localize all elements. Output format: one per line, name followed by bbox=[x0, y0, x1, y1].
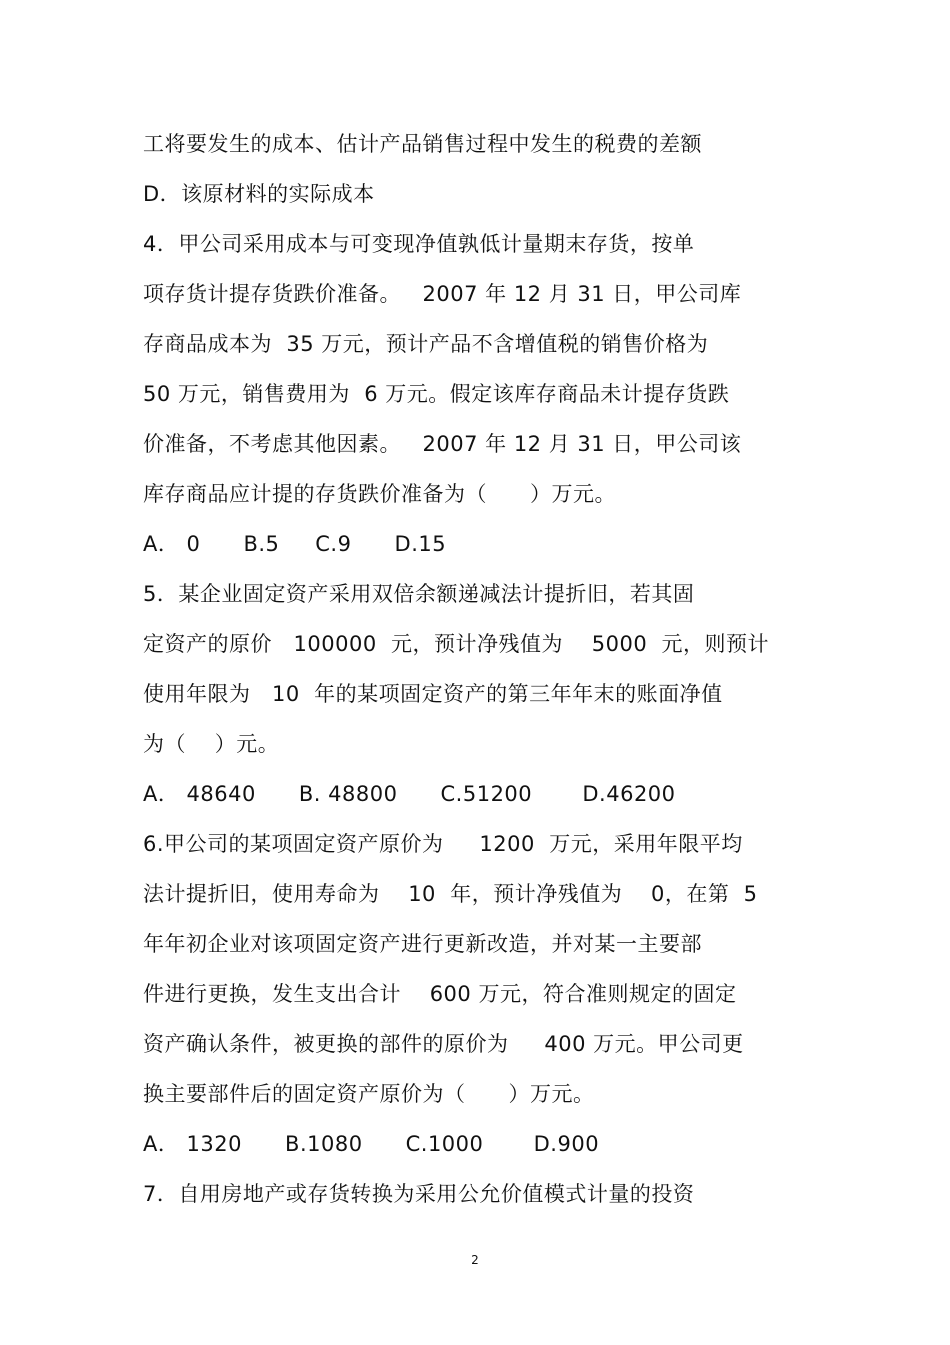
text-line: 工将要发生的成本、估计产品销售过程中发生的税费的差额 bbox=[143, 132, 702, 156]
text-line: 换主要部件后的固定资产原价为（ ）万元。 bbox=[143, 1082, 595, 1106]
text-line: 年年初企业对该项固定资产进行更新改造，并对某一主要部 bbox=[143, 932, 702, 956]
question-5-line: 5．某企业固定资产采用双倍余额递减法计提折旧，若其固 bbox=[143, 582, 695, 606]
text-line: 50 万元，销售费用为 6 万元。假定该库存商品未计提存货跌 bbox=[143, 382, 730, 406]
question-6-line: 6.甲公司的某项固定资产原价为 1200 万元，采用年限平均 bbox=[143, 832, 743, 856]
page-number: 2 bbox=[471, 1253, 479, 1267]
answer-options-5: A． 48640 B. 48800 C.51200 D.46200 bbox=[143, 782, 676, 806]
text-line: 使用年限为 10 年的某项固定资产的第三年年末的账面净值 bbox=[143, 682, 723, 706]
question-4-line: 4．甲公司采用成本与可变现净值孰低计量期末存货，按单 bbox=[143, 232, 695, 256]
text-line: 件进行更换，发生支出合计 600 万元，符合准则规定的固定 bbox=[143, 982, 737, 1006]
text-line: 定资产的原价 100000 元，预计净残值为 5000 元，则预计 bbox=[143, 632, 770, 656]
question-7-line: 7．自用房地产或存货转换为采用公允价值模式计量的投资 bbox=[143, 1182, 695, 1206]
text-line: 资产确认条件，被更换的部件的原价为 400 万元。甲公司更 bbox=[143, 1032, 744, 1056]
text-line: 法计提折旧，使用寿命为 10 年，预计净残值为 0，在第 5 bbox=[143, 882, 758, 906]
text-line: 价准备，不考虑其他因素。 2007 年 12 月 31 日，甲公司该 bbox=[143, 432, 742, 456]
text-line: 存商品成本为 35 万元，预计产品不含增值税的销售价格为 bbox=[143, 332, 709, 356]
answer-options-6: A． 1320 B.1080 C.1000 D.900 bbox=[143, 1132, 600, 1156]
text-line: 库存商品应计提的存货跌价准备为（ ）万元。 bbox=[143, 482, 617, 506]
answer-options-4: A． 0 B.5 C.9 D.15 bbox=[143, 532, 447, 556]
text-line: 为（ ）元。 bbox=[143, 732, 280, 756]
text-line: 项存货计提存货跌价准备。 2007 年 12 月 31 日，甲公司库 bbox=[143, 282, 742, 306]
text-line: D．该原材料的实际成本 bbox=[143, 182, 375, 206]
